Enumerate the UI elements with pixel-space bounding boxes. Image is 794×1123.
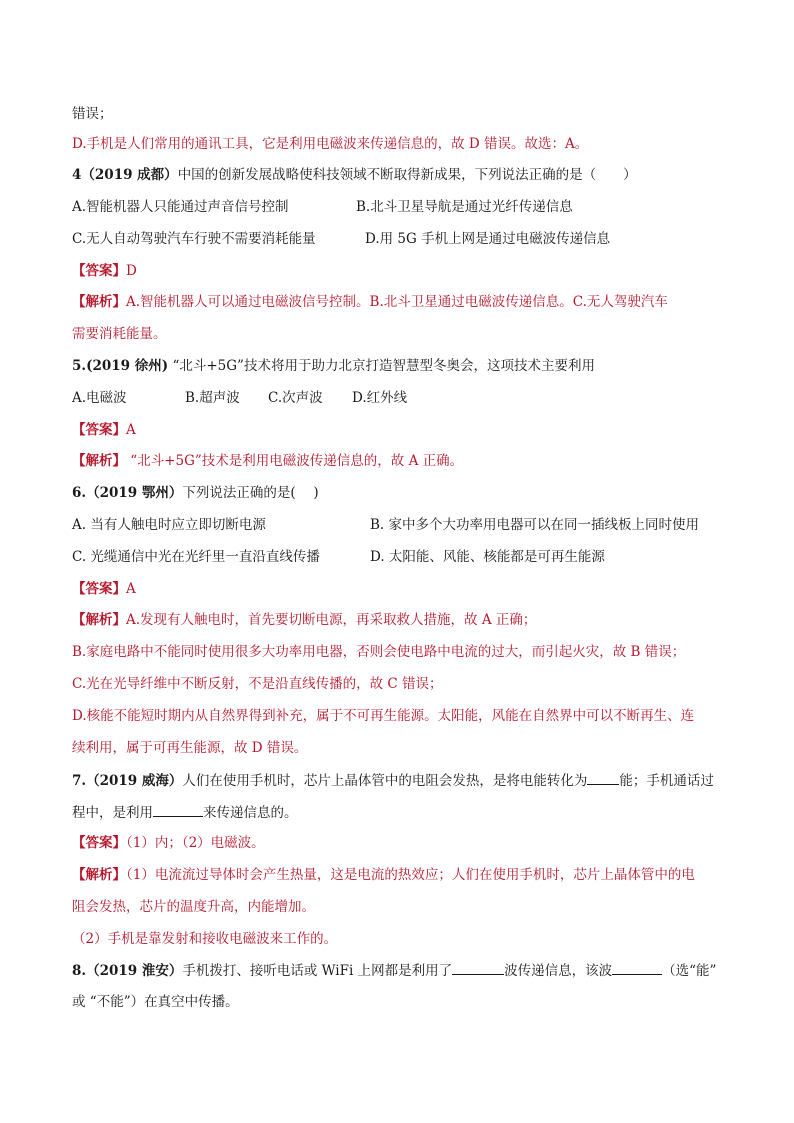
q5-question [72,356,732,376]
q6-analysis [72,610,732,630]
q6-analysis-line-5: 续利用，属于可再生能源，故 D 错误。 [72,740,308,756]
q5-source: (2019 徐州) [86,358,169,374]
q5-analysis [72,451,732,471]
q6-option-d: D. 太阳能、风能、核能都是可再生能源 [370,549,605,565]
q8-stem-part-1: 手机拨打、接听电话或 WiFi 上网都是利用了 [182,963,453,979]
q5-analysis-label: 【解析】 [72,453,126,469]
q8-blank-1[interactable] [452,960,504,975]
q7-blank-1[interactable] [587,770,619,785]
q7-blank-2[interactable] [153,802,203,817]
q7-analysis-line-2: 阻会发热，芯片的温度升高，内能增加。 [72,899,315,915]
q5-option-a: A.电磁波 [72,390,127,406]
q4-analysis-label: 【解析】 [72,294,126,310]
q7-analysis-line-1: （1）电流流过导体时会产生热量，这是电流的热效应；人们在使用手机时，芯片上晶体管中的电 [126,867,695,883]
q5-option-c: C.次声波 [268,390,323,406]
q7-source: （2019 威海） [86,773,183,789]
q7-stem-part-3: 程中，是利用 [72,805,153,821]
q8-stem-part-3: （选“能” [662,963,717,979]
q6-analysis-line-1: A.发现有人触电时，首先要切断电源，再采取救人措施，故 A 正确； [126,612,537,628]
q4-option-a: A.智能机器人只能通过声音信号控制 [72,199,289,215]
q5-number: 5. [72,358,87,374]
q6-analysis-line-3: C.光在光导纤维中不断反射，不是沿直线传播的，故 C 错误； [72,676,443,692]
q6-option-a: A. 当有人触电时应立即切断电源 [72,517,266,533]
q7-answer-label: 【答案】 [72,835,126,851]
q7-stem-part-2: 能；手机通话过 [619,773,714,789]
q6-analysis-line-2: B.家庭电路中不能同时使用很多大功率用电器，否则会使电路中电流的过大，而引起火灾，故 B 错误； [72,644,686,660]
q7-stem-part-1: 人们在使用手机时，芯片上晶体管中的电阻会发热，是将电能转化为 [182,773,588,789]
q5-option-d: D.红外线 [352,390,408,406]
q4-stem: 中国的创新发展战略使科技领域不断取得新成果，下列说法正确的是（ ） [177,167,637,183]
q7-answer-value: （1）内；（2）电磁波。 [126,835,265,851]
q8-number: 8. [72,963,87,979]
q7-analysis [72,865,732,885]
q5-answer-value: A [126,422,136,438]
q5-answer [72,420,732,440]
q6-analysis-label: 【解析】 [72,612,126,628]
q6-option-b: B. 家中多个大功率用电器可以在同一插线板上同时使用 [370,517,700,533]
q8-blank-2[interactable] [612,960,662,975]
q4-question [72,165,732,185]
q3-option-d-analysis: D.手机是人们常用的通讯工具，它是利用电磁波来传递信息的，故 D 错误。故选：A。 [72,136,589,152]
q6-stem: 下列说法正确的是( ) [182,485,319,501]
q8-stem-part-2: 波传递信息，该波 [504,963,613,979]
q6-answer-value: A [126,581,136,597]
q6-answer [72,579,732,599]
q4-analysis-line-1: A.智能机器人可以通过电磁波信号控制。B.北斗卫星通过电磁波传递信息。C.无人驾驶汽车 [126,294,668,310]
q8-question-line-2: 或 “不能”）在真空中传播。 [72,994,239,1010]
q4-option-b: B.北斗卫星导航是通过光纤传递信息 [356,199,573,215]
q4-source: （2019 成都） [81,167,178,183]
q5-answer-label: 【答案】 [72,422,126,438]
q4-number: 4 [72,167,82,183]
q4-analysis-line-2: 需要消耗能量。 [72,326,167,342]
q6-source: （2019 鄂州） [86,485,183,501]
q4-option-c: C.无人自动驾驶汽车行驶不需要消耗能量 [72,231,316,247]
q5-analysis-line-1: “北斗+5G”技术是利用电磁波传递信息的，故 A 正确。 [130,453,464,469]
q8-source: （2019 淮安） [86,963,183,979]
q8-question [72,960,732,981]
q4-answer-value: D [126,263,137,279]
q5-stem: “北斗+5G”技术将用于助力北京打造智慧型冬奥会，这项技术主要利用 [172,358,595,374]
q7-number: 7. [72,773,87,789]
q7-analysis-line-3: （2）手机是靠发射和接收电磁波来工作的。 [72,931,338,947]
q4-analysis [72,292,732,312]
q4-option-d: D.用 5G 手机上网是通过电磁波传递信息 [365,231,611,247]
q6-option-c: C. 光缆通信中光在光纤里一直沿直线传播 [72,549,320,565]
q6-question [72,483,732,503]
q3-tail: 错误； [72,106,113,122]
q6-analysis-line-4: D.核能不能短时期内从自然界得到补充，属于不可再生能源。太阳能，风能在自然界中可以不断再生、连 [72,708,695,724]
q7-answer [72,833,732,853]
q6-number: 6. [72,485,87,501]
q5-option-b: B.超声波 [185,390,240,406]
q7-analysis-label: 【解析】 [72,867,126,883]
q7-stem-part-4: 来传递信息的。 [203,805,298,821]
q4-answer-label: 【答案】 [72,263,126,279]
q7-question-line-2 [72,802,732,823]
q6-answer-label: 【答案】 [72,581,126,597]
q7-question [72,770,732,791]
q4-answer [72,261,732,281]
